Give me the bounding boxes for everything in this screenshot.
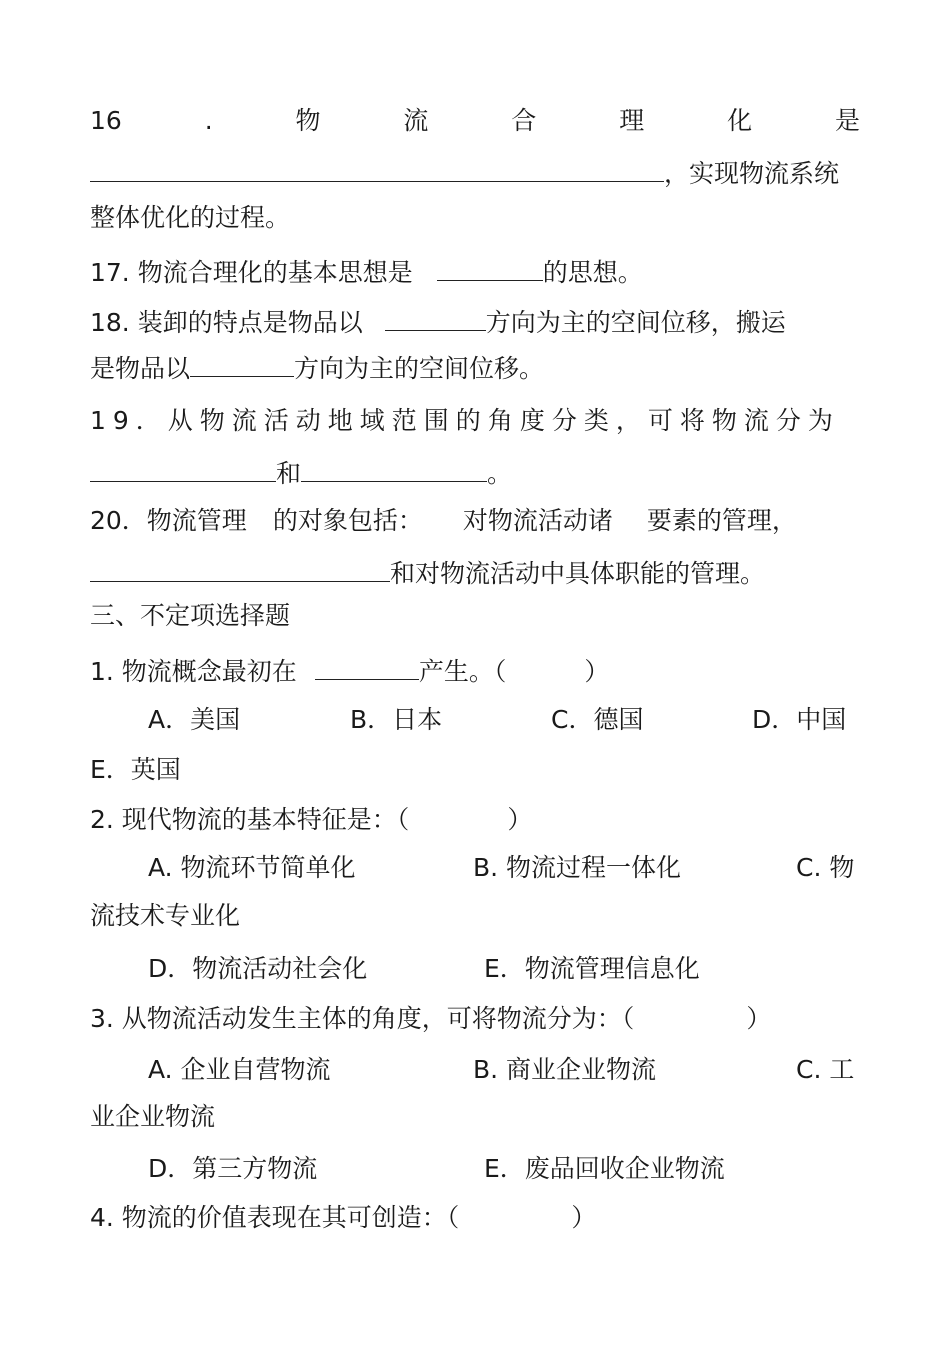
mc-2-stem: 2. 现代物流的基本特征是：（: [90, 805, 410, 834]
question-17-text-end: 的思想。: [542, 258, 643, 287]
mc-4-close-paren: ）: [571, 1203, 597, 1232]
mc-3-close-paren: ）: [746, 1004, 772, 1033]
question-16-char: 合: [511, 106, 537, 135]
mc-2-option-b[interactable]: B. 物流过程一体化: [473, 853, 682, 882]
mc-1-option-b[interactable]: B．日本: [350, 705, 443, 734]
question-16-number: 16: [90, 106, 122, 135]
mc-1-close-paren: ）: [584, 657, 610, 686]
mc-3-stem: 3. 从物流活动发生主体的角度，可将物流分为：（: [90, 1004, 635, 1033]
mc-3-option-c-cont: 业企业物流: [90, 1102, 216, 1131]
mc-1-text-end: 产生。（: [418, 657, 507, 686]
question-20-line2: [90, 555, 860, 589]
mc-1-option-a[interactable]: A．美国: [148, 705, 241, 734]
question-16-text: ，实现物流系统: [664, 159, 840, 188]
mc-2-option-d[interactable]: D．物流活动社会化: [148, 954, 368, 983]
answer-blank[interactable]: [90, 155, 664, 182]
answer-blank[interactable]: [301, 455, 487, 482]
mc-1-option-d[interactable]: D．中国: [752, 705, 847, 734]
question-17-text: 17. 物流合理化的基本思想是: [90, 258, 413, 287]
mc-question-2: [90, 803, 860, 837]
question-16-char: 物: [295, 106, 321, 135]
mc-3-option-b[interactable]: B. 商业企业物流: [473, 1055, 657, 1084]
mc-question-4: [90, 1201, 860, 1235]
question-16-char: 是: [834, 106, 860, 135]
section-3-heading: 三、不定项选择题: [90, 601, 291, 630]
question-18-text: 18. 装卸的特点是物品以: [90, 308, 363, 337]
answer-blank[interactable]: [437, 254, 543, 281]
mc-4-stem: 4. 物流的价值表现在其可创造：（: [90, 1203, 460, 1232]
question-19-line2: [90, 455, 860, 489]
question-18-text-end: 方向为主的空间位移。: [294, 354, 545, 383]
mc-3-option-e[interactable]: E．废品回收企业物流: [484, 1154, 725, 1183]
question-20-text-a: 20．物流管理: [90, 506, 247, 535]
question-20-line1: [90, 504, 860, 538]
question-16-line2: [90, 155, 860, 189]
question-16-char: 理: [619, 106, 645, 135]
question-18-line2: [90, 350, 860, 384]
question-19-line1: 19．从物流活动地域范围的角度分类，可将物流分为: [90, 406, 840, 435]
mc-2-close-paren: ）: [507, 805, 533, 834]
question-18-line1: [90, 304, 860, 338]
mc-1-option-c[interactable]: C．德国: [551, 705, 644, 734]
mc-3-option-d[interactable]: D．第三方物流: [148, 1154, 318, 1183]
question-16-dot: .: [204, 106, 213, 135]
question-18-text-2: 是物品以: [90, 354, 191, 383]
answer-blank[interactable]: [90, 555, 390, 582]
mc-2-option-c-cont: 流技术专业化: [90, 901, 241, 930]
mc-2-option-e[interactable]: E．物流管理信息化: [484, 954, 700, 983]
question-20-text-c: 对物流活动诸: [462, 506, 613, 535]
question-16-line1: [90, 104, 860, 138]
answer-blank[interactable]: [385, 304, 486, 331]
mc-question-3: [90, 1002, 860, 1036]
mc-2-option-a[interactable]: A. 物流环节简单化: [148, 853, 356, 882]
question-20-text-end: 和对物流活动中具体职能的管理。: [390, 559, 766, 588]
mc-1-option-e[interactable]: E．英国: [90, 755, 181, 784]
mc-question-1: [90, 653, 860, 687]
answer-blank[interactable]: [315, 653, 419, 680]
question-20-text-b: 的对象包括：: [272, 506, 423, 535]
question-18-text-mid: 方向为主的空间位移，搬运: [485, 308, 786, 337]
question-19-text-end: 。: [487, 459, 513, 488]
mc-3-option-c[interactable]: C. 工: [796, 1055, 855, 1084]
question-17: [90, 254, 860, 288]
answer-blank[interactable]: [190, 350, 294, 377]
mc-2-option-c[interactable]: C. 物: [796, 853, 855, 882]
answer-blank[interactable]: [90, 455, 276, 482]
question-16-line3: 整体优化的过程。: [90, 203, 291, 232]
question-20-text-d: 要素的管理，: [646, 506, 797, 535]
mc-1-text: 1. 物流概念最初在: [90, 657, 297, 686]
question-19-text-mid: 和: [276, 459, 302, 488]
question-16-char: 流: [403, 106, 429, 135]
question-16-char: 化: [727, 106, 753, 135]
mc-3-option-a[interactable]: A. 企业自营物流: [148, 1055, 331, 1084]
